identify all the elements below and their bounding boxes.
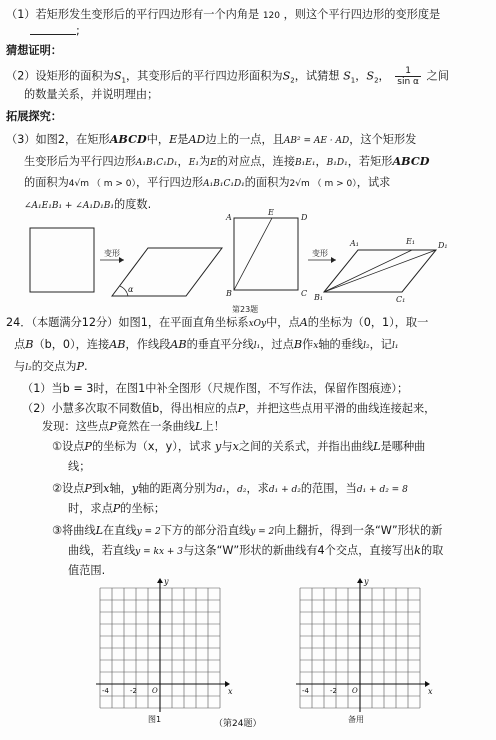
q23-part3-line2: 生变形后为平行四边形A₁B₁C₁D₁，E₁为E的对应点，连接B₁E₁，B₁D₁，若矩形ABCD — [24, 154, 430, 168]
tick-neg4: -4 — [102, 687, 109, 695]
q24-part2-line1: （2）小慧多次取不同数值b，得出相应的点P，并把这些点用平滑的曲线连接起来， — [22, 402, 436, 415]
origin-label: O — [152, 687, 158, 695]
x-axis-label: x — [428, 687, 433, 696]
svg-text:B: B — [226, 289, 232, 298]
angle-value: 120 — [262, 11, 280, 21]
one-over-sin-alpha: $\frac{1}{\text{sin α}}$ — [397, 66, 419, 87]
tick-neg2: -2 — [130, 687, 137, 695]
q24-sub2-line1: ②设点P到x轴，y轴的距离分别为d₁，d₂，求d₁ + d₂的范围，当d₁ + d₂ = 8 — [52, 482, 408, 495]
svg-text:D: D — [301, 213, 308, 222]
x-axis-label: x — [228, 687, 233, 696]
q24-coordinate-grids — [0, 578, 496, 738]
svg-text:变形: 变形 — [312, 249, 328, 258]
y-arrow — [357, 578, 363, 583]
q23-part2-line1: （2）设矩形的面积为$S_1$，其变形后的平行四边形面积为$S_2$，试猜想 $S_1$，$S_2$， $\frac{1}{\text{sin α}}$ 之间 — [6, 66, 449, 87]
q24-part2-line2: 发现：这些点P竟然在一条曲线L上！ — [42, 420, 225, 433]
svg-text:E: E — [268, 208, 274, 217]
svg-text:A₁: A₁ — [350, 239, 359, 248]
q24-part1: （1）当b = 3时，在图1中补全图形（尺规作图，不写作法，保留作图痕迹）； — [22, 382, 409, 395]
svg-text:E₁: E₁ — [406, 237, 416, 246]
explore-heading: 拓展探究： — [6, 110, 62, 123]
q24-sub1-line1: ①设点P的坐标为（x，y），试求 y与x之间的关系式，并指出曲线L是哪种曲 — [52, 440, 426, 453]
fig1-rectangle — [30, 228, 94, 292]
deform-label: 变形 — [104, 249, 120, 258]
y-axis-label: y — [164, 578, 169, 586]
svg-text:C: C — [301, 289, 308, 298]
origin-label: O — [352, 687, 358, 695]
q23-part1-line: （1）若矩形发生变形后的平行四边形有一个内角是 120 ，则这个平行四边形的变形度是 — [6, 8, 441, 21]
q24-sub3-line2: 曲线，若直线y = kx + 3与这条“W”形状的新曲线有4个交点，直接写出k的取 — [68, 544, 444, 557]
q24-sub3-line3: 值范围. — [68, 564, 106, 577]
svg-text:B₁: B₁ — [314, 293, 324, 302]
q23-part3-line1: （3）如图2，在矩形ABCD中，E是AD边上的一点，且AB² = AE · AD，这个矩形发 — [6, 132, 417, 146]
q24-line3: 与l₂的交点为P. — [14, 360, 88, 373]
q24-sub2-line2: 时，求点P的坐标； — [68, 502, 166, 515]
q23-part3-line3: 的面积为4√m （ m > 0），平行四边形A₁B₁C₁D₁的面积为2√m （ m > 0），试求 — [24, 176, 391, 189]
q23-part2-line2: 的数量关系，并说明理由； — [24, 88, 159, 101]
guess-proof-heading: 猜想证明： — [6, 44, 62, 57]
q24-line1: 24．（本题满分12分）如图1，在平面直角坐标系xOy中，点A的坐标为（0，1），取一 — [6, 316, 429, 329]
figure1-label: 图1 — [148, 715, 162, 724]
q23-part3-line4: ∠A₁E₁B₁ + ∠A₁D₁B₁的度数. — [24, 198, 152, 211]
svg-text:A: A — [226, 213, 232, 222]
q24-line2: 点B（b，0），连接AB，作线段AB的垂直平分线l₁，过点B作x轴的垂线l₂，记l₁ — [14, 338, 399, 351]
svg-text:D₁: D₁ — [438, 241, 448, 250]
svg-text:C₁: C₁ — [396, 295, 406, 304]
alpha-label: α — [128, 285, 134, 294]
q23-caption: 第23题 — [232, 305, 259, 314]
q23-figures — [0, 206, 496, 314]
tick-neg4: -4 — [302, 687, 309, 695]
answer-blank: ; — [30, 24, 80, 38]
q24-caption: （第24题） — [214, 719, 262, 729]
figure-spare-label: 备用 — [348, 715, 364, 724]
y-arrow — [157, 578, 163, 583]
q24-sub1-line2: 线； — [68, 460, 91, 473]
y-axis-label: y — [364, 578, 369, 586]
tick-neg2: -2 — [330, 687, 337, 695]
q24-sub3-line1: ③将曲线L在直线y = 2下方的部分沿直线y = 2向上翻折，得到一条“W”形状的新 — [52, 524, 443, 537]
